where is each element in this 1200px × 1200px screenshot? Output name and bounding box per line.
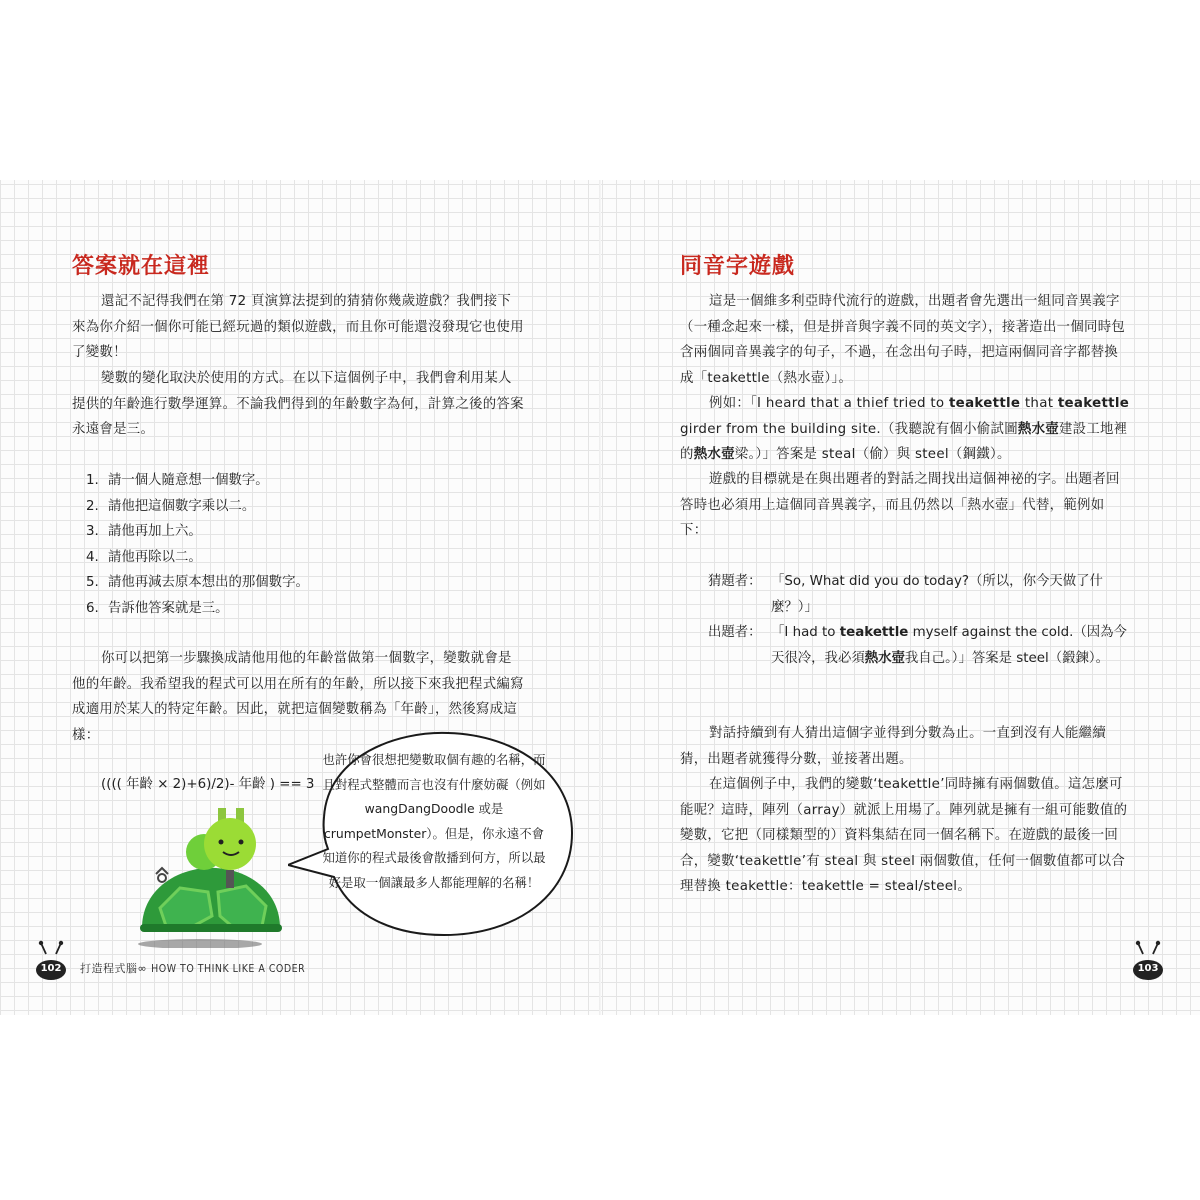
age-formula: (((( 年齡 × 2)+6)/2)- 年齡 ) == 3 bbox=[101, 777, 315, 792]
page-number-right: 103 bbox=[1137, 963, 1159, 974]
list-item: 1. 請一個人隨意想一個數字。 bbox=[86, 473, 269, 488]
footer-title-zh: 打造程式腦∞ bbox=[80, 962, 148, 975]
list-item: 2. 請他把這個數字乘以二。 bbox=[86, 498, 256, 514]
left-paragraph-3: 你可以把第一步驟換成請他用他的年齡當做第一個數字，變數就會是他的年齡。我希望我的程式可以用在所有的年齡，所以接下來我把程式編寫成適用於某人的特定年齡。因此，就把這個變數稱為「年齡」，然後寫成這樣： bbox=[72, 651, 524, 743]
left-paragraph-1: 還記不記得我們在第 72 頁演算法提到的猜猜你幾歲遊戲？我們接下來為你介紹一個你可能已經玩過的類似遊戲，而且你可能還沒發現它也使用了變數！ bbox=[72, 294, 524, 360]
list-item: 4. 請他再除以二。 bbox=[86, 549, 202, 565]
turtle-robot-illustration bbox=[130, 808, 290, 948]
footer-title-en: HOW TO THINK LIKE A CODER bbox=[151, 963, 306, 975]
page-fold bbox=[599, 180, 601, 1015]
steps-list bbox=[86, 468, 309, 621]
right-paragraph-1: 這是一個維多利亞時代流行的遊戲，出題者會先選出一組同音異義字（一種念起來一樣，但是拼音與字義不同的英文字），接著造出一個同時包含兩個同音異義字的句子，不過，在念出句子時，把這兩個同音字都替換成「teakettle（熱水壺）」。 bbox=[680, 294, 1126, 386]
right-paragraph-3: 遊戲的目標就是在與出題者的對話之間找出這個神祕的字。出題者回答時也必須用上這個同音異義字，而且仍然以「熱水壺」代替，範例如下： bbox=[680, 472, 1120, 538]
right-paragraph-example: 例如：「I heard that a thief tried to teakettle that teakettle girder from the building site.（我聽說有個小偷試圖熱水壺建設工地裡的熱水壺梁。）」答案是 steal（偷）與 steel（鋼鐵）。 bbox=[680, 396, 1130, 462]
right-paragraph-5: 在這個例子中，我們的變數‘teakettle’同時擁有兩個數值。這怎麼可能呢？這時，陣列（array）就派上用場了。陣列就是擁有一組可能數值的變數，它把（同樣類型的）資料集結在同一個名稱下。在遊戲的最後一回合，變數‘teakettle’有 steal 與 steel 兩個數值，任何一個數值都可以合理替換 teakettle：teakettle = steal/steel。 bbox=[680, 777, 1128, 894]
right-heading: 同音字遊戲 bbox=[680, 253, 796, 279]
list-item: 3. 請他再加上六。 bbox=[86, 524, 202, 539]
left-paragraph-2: 變數的變化取決於使用的方式。在以下這個例子中，我們會利用某人提供的年齡進行數學運算。不論我們得到的年齡數字為何，計算之後的答案永遠會是三。 bbox=[72, 371, 524, 437]
right-paragraph-4: 對話持續到有人猜出這個字並得到分數為止。一直到沒有人能繼續猜，出題者就獲得分數，並接著出題。 bbox=[680, 726, 1107, 767]
list-item: 6. 告訴他答案就是三。 bbox=[86, 600, 229, 616]
list-item: 5. 請他再減去原本想出的那個數字。 bbox=[86, 575, 309, 590]
left-heading: 答案就在這裡 bbox=[72, 253, 211, 279]
speech-bubble-text: 也許你會很想把變數取個有趣的名稱，而且對程式整體而言也沒有什麼妨礙（例如 wangDangDoodle 或是 crumpetMonster）。但是，你永遠不會知道你的程式最後會散播到何方，所以最好是取一個讓最多人都能理解的名稱！ bbox=[322, 752, 546, 890]
book-footer bbox=[80, 960, 305, 976]
page-number-left: 102 bbox=[40, 963, 62, 974]
